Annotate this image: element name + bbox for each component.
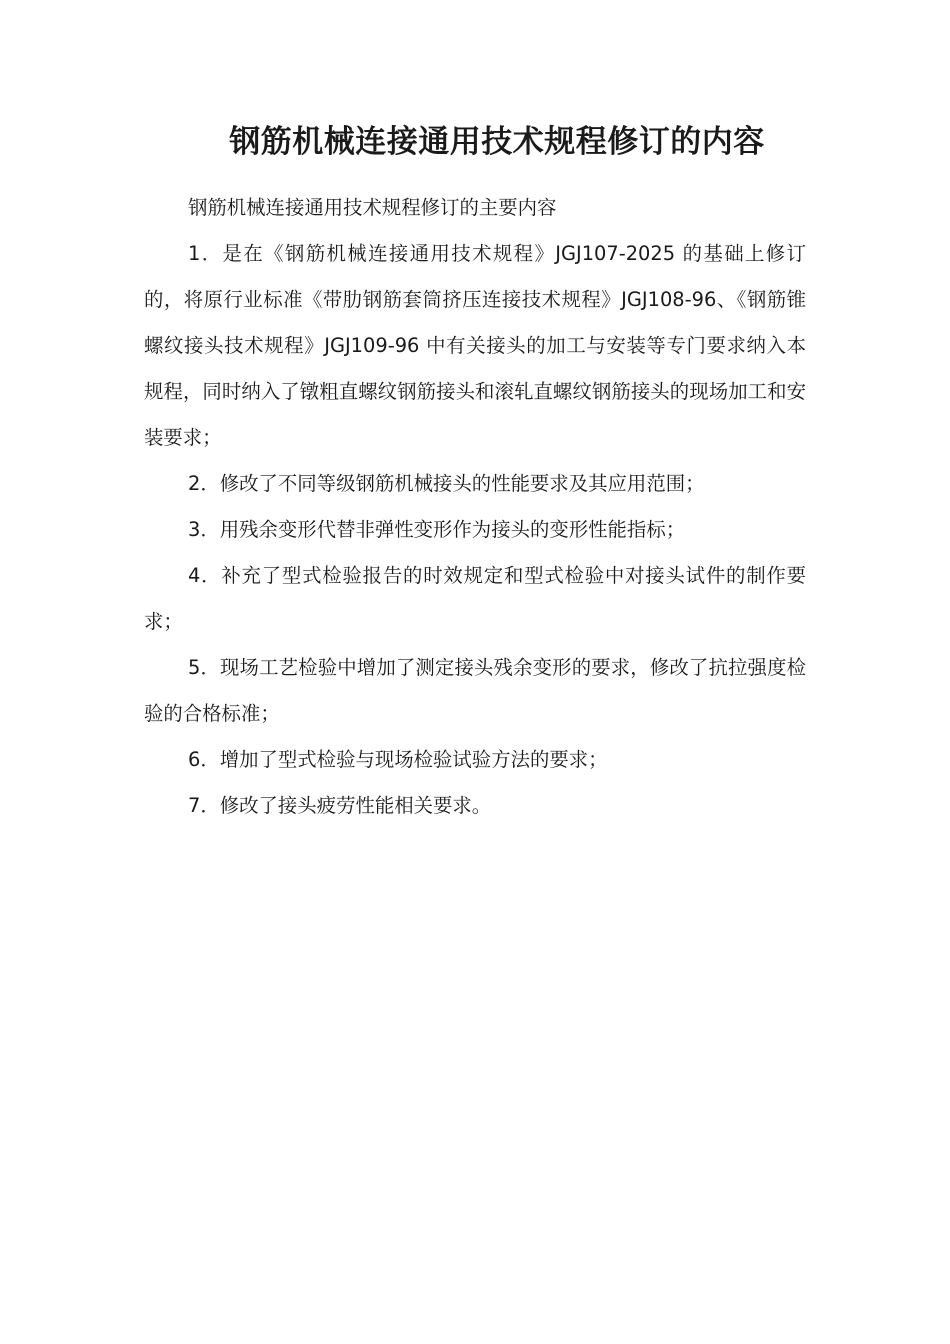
list-item: 7．修改了接头疲劳性能相关要求。 xyxy=(188,794,492,817)
list-item: 6．增加了型式检验与现场检验试验方法的要求； xyxy=(188,748,608,771)
list-item: 5．现场工艺检验中增加了测定接头残余变形的要求，修改了抗拉强度检验的合格标准； xyxy=(144,656,806,725)
list-item: 2．修改了不同等级钢筋机械接头的性能要求及其应用范围； xyxy=(188,472,705,495)
list-item: 4．补充了型式检验报告的时效规定和型式检验中对接头试件的制作要求； xyxy=(144,564,806,633)
document-title: 钢筋机械连接通用技术规程修订的内容 xyxy=(229,124,765,160)
list-item: 1．是在《钢筋机械连接通用技术规程》JGJ107-2025 的基础上修订的，将原行业标准《带肋钢筋套筒挤压连接技术规程》JGJ108-96、《钢筋锥螺纹接头技术规程》JGJ109-96 中有关接头的加工与安装等专门要求纳入本规程，同时纳入了镦粗直螺纹钢筋接头和滚轧直螺纹钢筋接头的现场加工和安装要求； xyxy=(144,242,806,449)
document-subtitle: 钢筋机械连接通用技术规程修订的主要内容 xyxy=(188,196,557,219)
list-item: 3．用残余变形代替非弹性变形作为接头的变形性能指标； xyxy=(188,518,686,541)
document-body xyxy=(144,185,806,829)
